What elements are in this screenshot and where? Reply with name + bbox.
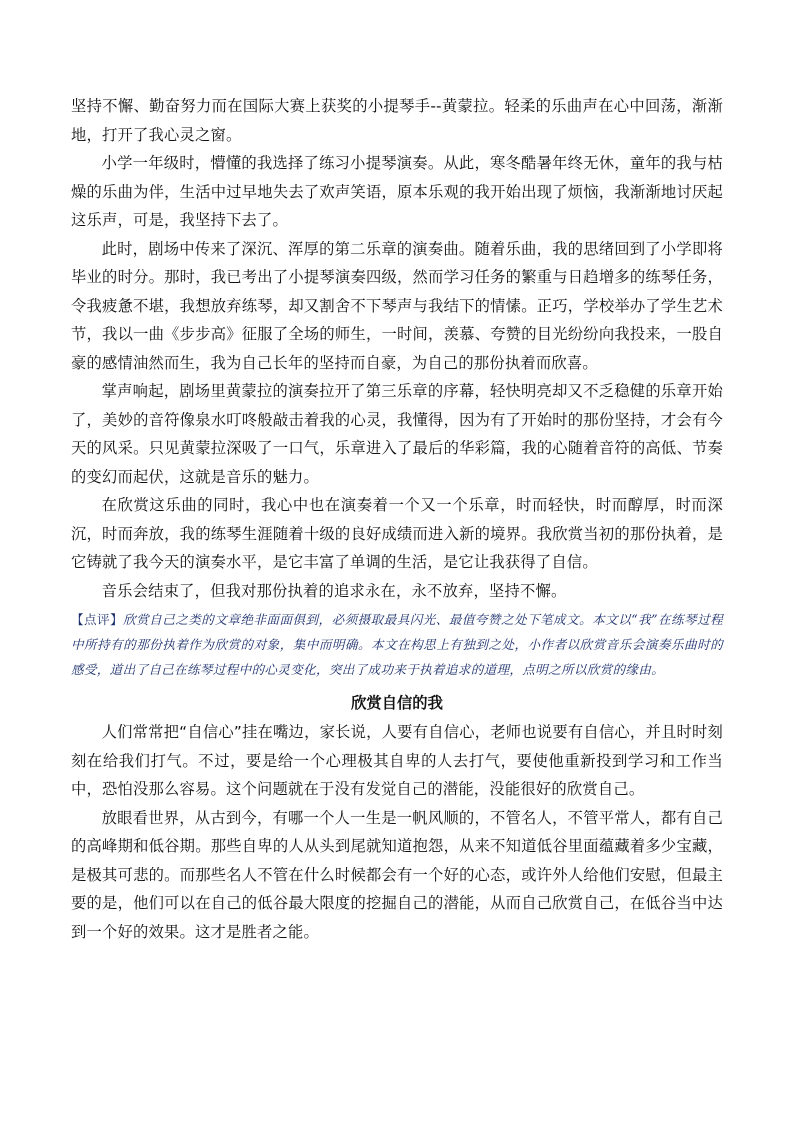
essay-title: 欣赏自信的我 [351,694,443,712]
paragraph-6: 音乐会结束了，但我对那份执着的追求永在，永不放弃，坚持不懈。 [101,581,567,600]
paragraph-4: 掌声响起，剧场里黄蒙拉的演奏拉开了第三乐章的序幕，轻快明亮却又不乏稳健的乐章开始了，美妙的音符像泉水叮咚般敲击着我的心灵，我懂得，因为有了开始时的那份坚持，才会有今天的风采。只见黄蒙拉深吸了一口气，乐章进入了最后的华彩篇，我的心随着音符的高低、节奏的变幻而起伏，这就是音乐的魅力。 [71,382,723,486]
commentary-block [71,607,723,682]
commentary-text: 欣赏自己之类的文章绝非面面俱到，必须摄取最具闪光、最值夸赞之处下笔成文。本文以“我”在练琴过程中所持有的那份执着作为欣赏的对象，集中而明确。本文在构思上有独到之处，小作者以欣赏音乐会演奏乐曲时的感受，道出了自己在练琴过程中的心灵变化，突出了成功来于执着追求的道理，点明之所以欣赏的缘由。 [71,612,724,677]
commentary-tag: 【点评】 [71,612,124,627]
paragraph-3: 此时，剧场中传来了深沉、浑厚的第二乐章的演奏曲。随着乐曲，我的思绪回到了小学即将毕业的时分。那时，我已考出了小提琴演奏四级，然而学习任务的繁重与日趋增多的练琴任务，令我疲惫不堪，我想放弃练琴，却又割舍不下琴声与我结下的情愫。正巧，学校举办了学生艺术节，我以一曲《步步高》征服了全场的师生，一时间，羡慕、夸赞的目光纷纷向我投来，一股自豪的感情油然而生，我为自己长年的坚持而自豪，为自己的那份执着而欣喜。 [71,239,723,372]
paragraph-8: 放眼看世界，从古到今，有哪一个人一生是一帆风顺的，不管名人，不管平常人，都有自己的高峰期和低谷期。那些自卑的人从头到尾就知道抱怨，从来不知道低谷里面蕴藏着多少宝藏，是极其可悲的。而那些名人不管在什么时候都会有一个好的心态，或许外人给他们安慰，但最主要的是，他们可以在自己的低谷最大限度的挖掘自己的潜能，从而自己欣赏自己，在低谷当中达到一个好的效果。这才是胜者之能。 [71,808,723,941]
paragraph-1: 坚持不懈、勤奋努力而在国际大赛上获奖的小提琴手--黄蒙拉。轻柔的乐曲声在心中回荡，渐渐地，打开了我心灵之窗。 [71,97,723,144]
document-page [71,92,723,946]
paragraph-2: 小学一年级时，懵懂的我选择了练习小提琴演奏。从此，寒冬酷暑年终无休，童年的我与枯燥的乐曲为伴，生活中过早地失去了欢声笑语，原本乐观的我开始出现了烦恼，我渐渐地讨厌起这乐声，可是，我坚持下去了。 [71,154,723,229]
paragraph-7: 人们常常把“自信心”挂在嘴边，家长说，人要有自信心，老师也说要有自信心，并且时时刻刻在给我们打气。不过，要是给一个心理极其自卑的人去打气，要使他重新投到学习和工作当中，恐怕没那么容易。这个问题就在于没有发觉自己的潜能，没能很好的欣赏自己。 [71,723,723,798]
paragraph-5: 在欣赏这乐曲的同时，我心中也在演奏着一个又一个乐章，时而轻快，时而醇厚，时而深沉，时而奔放，我的练琴生涯随着十级的良好成绩而进入新的境界。我欣赏当初的那份执着，是它铸就了我今天的演奏水平，是它丰富了单调的生活，是它让我获得了自信。 [71,496,723,571]
